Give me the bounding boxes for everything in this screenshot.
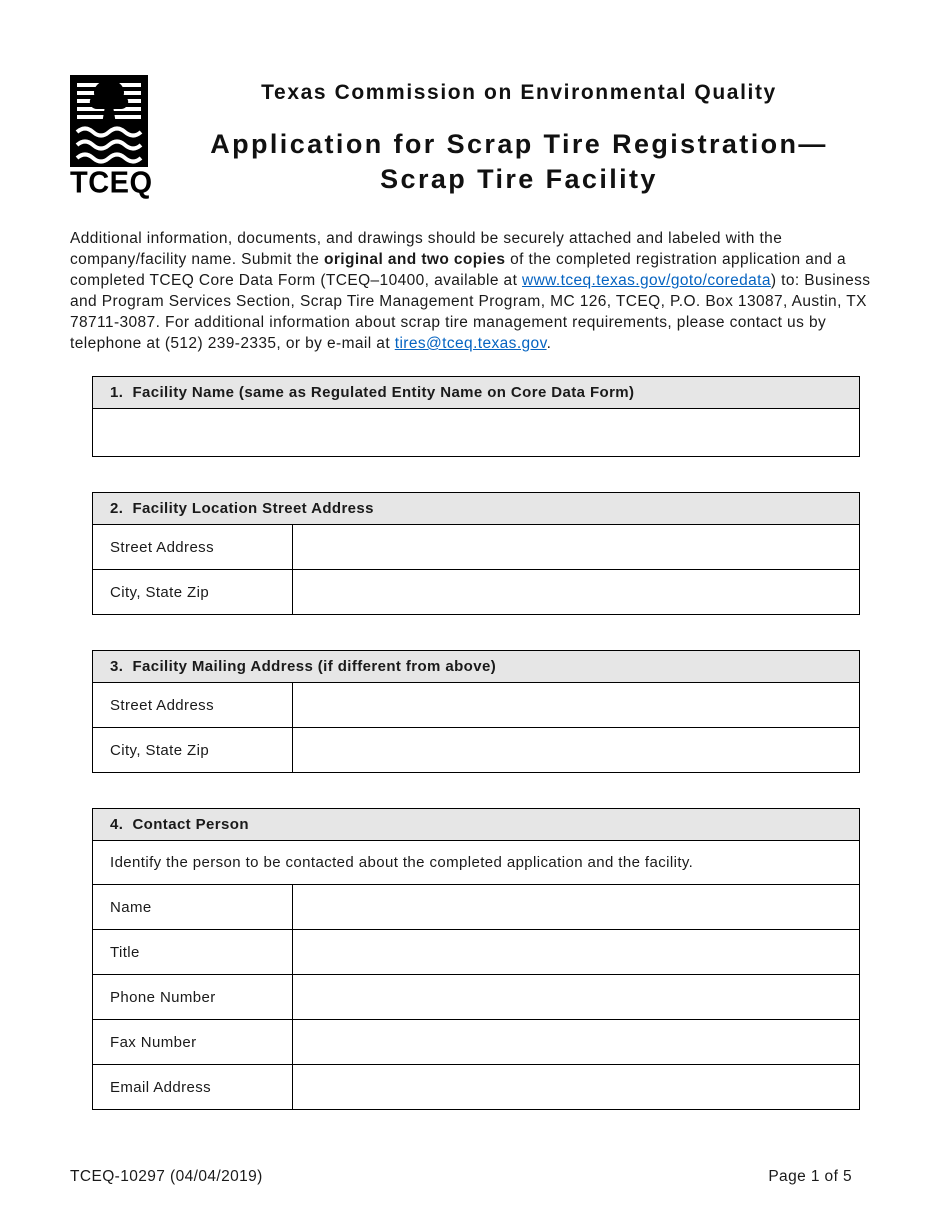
contact-name-input[interactable]	[293, 885, 859, 929]
mailing-city-state-zip-row	[93, 727, 859, 772]
intro-text-3: ) to: Business and Program Services Section, Scrap Tire Management Program, MC 126, TCEQ, P.O. Box 13087, Austin, TX 78711-3087. For additional information about scrap tire management requirements, please contact us by telephone at (512) 239-2335, or by e-mail at	[70, 272, 871, 352]
location-city-state-zip-input[interactable]	[293, 570, 859, 614]
intro-paragraph	[70, 228, 880, 354]
contact-title-row	[93, 929, 859, 974]
tceq-logo	[70, 75, 153, 200]
tires-email-link[interactable]: tires@tceq.texas.gov	[394, 335, 547, 352]
contact-title-label: Title	[93, 930, 293, 974]
page-header	[0, 0, 950, 198]
section-3-title: 3. Facility Mailing Address (if different from above)	[110, 658, 497, 675]
contact-fax-input[interactable]	[293, 1020, 859, 1064]
page-footer	[70, 1168, 852, 1186]
intro-text-4: .	[546, 335, 552, 352]
street-address-label: Street Address	[93, 525, 293, 569]
contact-email-input[interactable]	[293, 1065, 859, 1109]
section-2-header	[93, 493, 859, 524]
contact-email-label: Email Address	[93, 1065, 293, 1109]
contact-fax-row	[93, 1019, 859, 1064]
location-city-state-zip-row	[93, 569, 859, 614]
mailing-city-state-zip-label: City, State Zip	[93, 728, 293, 772]
mailing-street-address-row	[93, 682, 859, 727]
page-title-line2: Scrap Tire Facility	[380, 164, 658, 194]
page-title	[158, 127, 880, 197]
section-facility-location	[92, 492, 860, 615]
location-street-address-input[interactable]	[293, 525, 859, 569]
contact-title-input[interactable]	[293, 930, 859, 974]
section-4-title: 4. Contact Person	[110, 816, 249, 833]
mailing-street-address-input[interactable]	[293, 683, 859, 727]
coredata-link[interactable]: www.tceq.texas.gov/goto/coredata	[522, 272, 771, 289]
page-title-line1: Application for Scrap Tire Registration—	[210, 129, 828, 159]
logo-wordmark: TCEQ	[70, 166, 153, 200]
section-1-header	[93, 377, 859, 408]
section-4-header	[93, 809, 859, 840]
page-number: Page 1 of 5	[768, 1168, 852, 1185]
contact-instruction	[93, 840, 859, 884]
mailing-city-state-zip-input[interactable]	[293, 728, 859, 772]
org-name: Texas Commission on Environmental Quality	[261, 81, 777, 104]
section-2-title: 2. Facility Location Street Address	[110, 500, 374, 517]
contact-instruction-text: Identify the person to be contacted about the completed application and the facility.	[110, 854, 694, 871]
contact-fax-label: Fax Number	[93, 1020, 293, 1064]
contact-phone-row	[93, 974, 859, 1019]
section-1-title: 1. Facility Name (same as Regulated Entity Name on Core Data Form)	[110, 384, 635, 401]
contact-phone-input[interactable]	[293, 975, 859, 1019]
form-number: TCEQ-10297 (04/04/2019)	[70, 1168, 263, 1185]
contact-name-row	[93, 884, 859, 929]
tceq-logo-icon	[70, 75, 148, 167]
section-3-header	[93, 651, 859, 682]
mailing-street-address-label: Street Address	[93, 683, 293, 727]
intro-text-2: of the completed registration application and a completed TCEQ Core Data Form (TCEQ–10400, available at	[70, 251, 847, 289]
city-state-zip-label: City, State Zip	[93, 570, 293, 614]
section-facility-mailing	[92, 650, 860, 773]
intro-text-1: Additional information, documents, and drawings should be securely attached and labeled with the company/facility name. Submit the	[70, 230, 783, 268]
section-facility-name	[92, 376, 860, 457]
contact-email-row	[93, 1064, 859, 1109]
facility-name-input[interactable]	[93, 408, 859, 456]
location-street-address-row	[93, 524, 859, 569]
intro-bold: original and two copies	[323, 251, 506, 268]
contact-phone-label: Phone Number	[93, 975, 293, 1019]
section-contact-person	[92, 808, 860, 1110]
contact-name-label: Name	[93, 885, 293, 929]
title-block	[148, 75, 880, 197]
